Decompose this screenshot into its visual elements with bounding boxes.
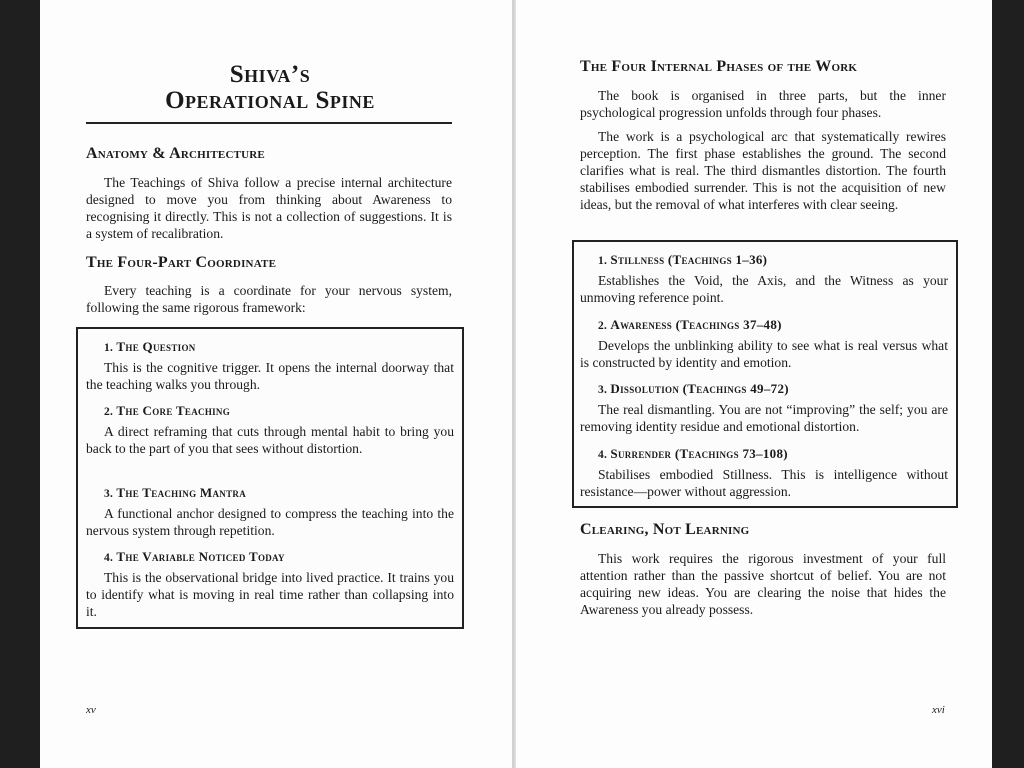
- four-phases-box: [572, 240, 958, 508]
- phase-title-stillness: 1. Stillness (Teachings 1–36): [598, 252, 768, 267]
- title-rule: [86, 122, 452, 124]
- four-part-box: [76, 327, 464, 629]
- item-title-question: 1. The Question: [104, 339, 196, 354]
- item-title-teaching-mantra: 3. The Teaching Mantra: [104, 485, 247, 500]
- right-page: [516, 0, 992, 768]
- section-heading-clearing: Clearing, Not Learning: [580, 521, 750, 538]
- phase-title-dissolution: 3. Dissolution (Teachings 49–72): [598, 381, 789, 396]
- phase-body-surrender: Stabilises embodied Stillness. This is intelligence without resistance—power without aggression.: [580, 467, 948, 499]
- section-heading-coordinate: The Four-Part Coordinate: [86, 254, 277, 271]
- paragraph-phases-arc: The work is a psychological arc that systematically rewires perception. The first phase establishes the ground. The second clarifies what is real. The third dismantles distortion. The fourth stabilises embodied surrender. This is not the acquisition of new ideas, but the removal of what interferes with clear seeing.: [580, 129, 946, 212]
- chapter-title-line2: Operational Spine: [165, 87, 375, 114]
- item-body-core-teaching: A direct reframing that cuts through mental habit to bring you back to the part of you that sees without distortion.: [86, 424, 454, 456]
- chapter-title: [40, 62, 500, 114]
- page-number-left: xv: [86, 704, 96, 716]
- section-heading-four-phases: The Four Internal Phases of the Work: [580, 58, 858, 75]
- paragraph-clearing: This work requires the rigorous investment of your full attention rather than the passive shortcut of belief. You are not acquiring new ideas. You are clearing the noise that hides the Awareness you already possess.: [580, 551, 946, 617]
- paragraph-coordinate: Every teaching is a coordinate for your nervous system, following the same rigorous framework:: [86, 283, 452, 315]
- chapter-title-line1: Shiva’s: [229, 61, 311, 88]
- item-body-teaching-mantra: A functional anchor designed to compress the teaching into the nervous system through repetition.: [86, 506, 454, 538]
- section-heading-anatomy: Anatomy & Architecture: [86, 145, 265, 162]
- paragraph-anatomy: The Teachings of Shiva follow a precise internal architecture designed to move you from thinking about Awareness to recognising it directly. This is not a collection of suggestions. It is a system of recalibration.: [86, 175, 452, 241]
- page-number-right: xvi: [932, 704, 945, 716]
- phase-body-dissolution: The real dismantling. You are not “improving” the self; you are removing identity residue and emotional distortion.: [580, 402, 948, 434]
- left-page: [40, 0, 512, 768]
- item-body-question: This is the cognitive trigger. It opens the internal doorway that the teaching walks you through.: [86, 360, 454, 392]
- item-title-variable-noticed: 4. The Variable Noticed Today: [104, 549, 285, 564]
- phase-title-awareness: 2. Awareness (Teachings 37–48): [598, 317, 782, 332]
- item-body-variable-noticed: This is the observational bridge into lived practice. It trains you to identify what is moving in real time rather than collapsing into it.: [86, 570, 454, 619]
- phase-body-stillness: Establishes the Void, the Axis, and the Witness as your unmoving reference point.: [580, 273, 948, 305]
- phase-title-surrender: 4. Surrender (Teachings 73–108): [598, 446, 788, 461]
- phase-body-awareness: Develops the unblinking ability to see what is real versus what is constructed by identity and emotion.: [580, 338, 948, 370]
- item-title-core-teaching: 2. The Core Teaching: [104, 403, 231, 418]
- paragraph-phases-intro: The book is organised in three parts, but the inner psychological progression unfolds through four phases.: [580, 88, 946, 120]
